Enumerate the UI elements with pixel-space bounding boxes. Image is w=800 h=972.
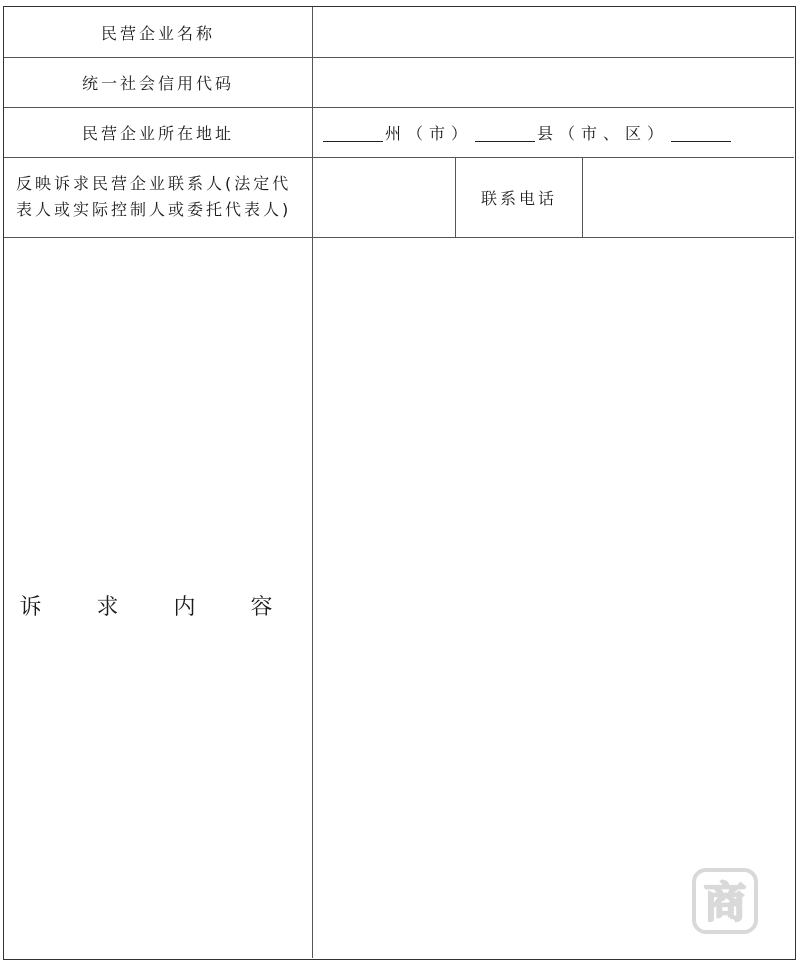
phone-label: 联系电话 <box>480 188 557 208</box>
prefecture-label: 州（市） <box>385 123 474 143</box>
appeal-content-label: 诉 求 内 容 <box>19 594 297 620</box>
phone-field[interactable] <box>583 157 794 237</box>
county-label: 县（市、区） <box>537 123 670 143</box>
credit-code-field[interactable] <box>313 57 797 107</box>
contact-label-line-1: 反映诉求民营企业联系人(法定代 <box>16 174 292 193</box>
prefecture-blank[interactable] <box>323 123 383 142</box>
shop-seal-icon <box>691 867 759 935</box>
contact-person-field[interactable] <box>313 157 455 237</box>
contact-label-line-2: 表人或实际控制人或委托代表人) <box>16 200 292 219</box>
appeal-content-field[interactable] <box>313 238 797 958</box>
company-name-field[interactable] <box>313 7 797 57</box>
district-blank[interactable] <box>671 123 731 142</box>
county-blank[interactable] <box>475 123 535 142</box>
appeal-form-table <box>3 6 796 960</box>
watermark-glyph: 商 <box>703 878 747 927</box>
address-field <box>313 107 797 157</box>
credit-code-label: 统一社会信用代码 <box>81 73 234 93</box>
address-label: 民营企业所在地址 <box>81 123 234 143</box>
company-name-label: 民营企业名称 <box>100 23 215 43</box>
contact-person-label <box>4 157 312 237</box>
